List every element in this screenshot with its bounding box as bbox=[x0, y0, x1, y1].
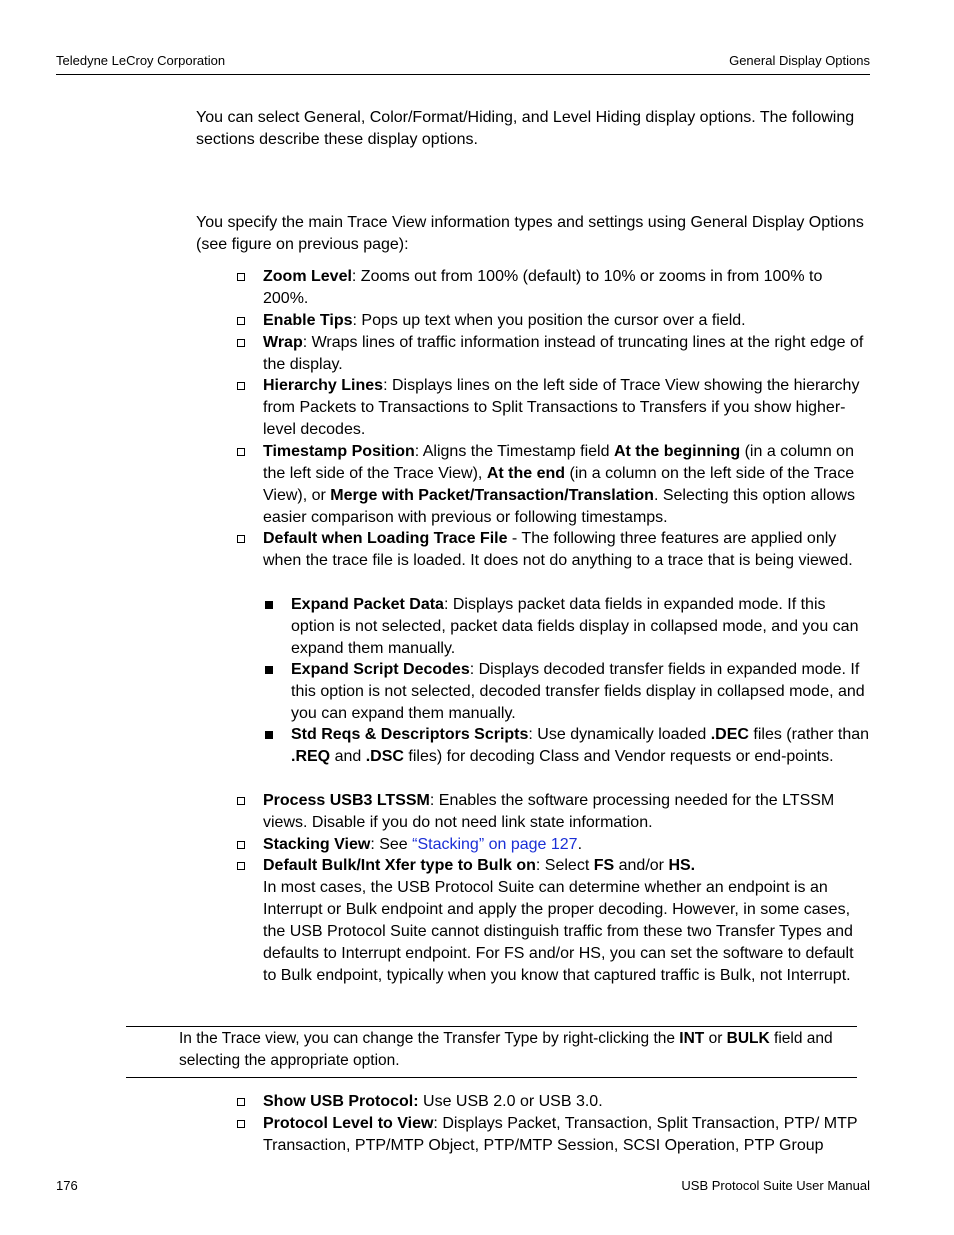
checkbox-bullet-icon bbox=[237, 273, 245, 281]
general-options-paragraph: You specify the main Trace View information types and settings using General Display Options (see figure on previous page): bbox=[196, 214, 864, 253]
page-number: 176 bbox=[56, 1178, 78, 1193]
checkbox-bullet-icon bbox=[237, 448, 245, 456]
header-rule bbox=[56, 74, 870, 75]
square-bullet-icon bbox=[265, 731, 273, 739]
list-item-protocol-level: Protocol Level to View: Displays Packet, Transaction, Split Transaction, PTP/ MTP Transaction, PTP/MTP Object, PTP/MTP Session, SCSI Operation, PTP Group bbox=[263, 1115, 858, 1154]
list-item-enable-tips: Enable Tips: Pops up text when you position the cursor over a field. bbox=[263, 312, 746, 329]
stacking-page-link[interactable]: “Stacking” on page 127 bbox=[412, 836, 578, 853]
checkbox-bullet-icon bbox=[237, 797, 245, 805]
list-item-process-ltssm: Process USB3 LTSSM: Enables the software processing needed for the LTSSM views. Disable if you do not need link state information. bbox=[263, 792, 835, 831]
note-top-rule bbox=[126, 1026, 857, 1027]
sub-item-expand-packet-data: Expand Packet Data: Displays packet data fields in expanded mode. If this option is not selected, packet data fields display in collapsed mode, and you can expand them manually. bbox=[291, 596, 859, 657]
sub-item-expand-script-decodes: Expand Script Decodes: Displays decoded transfer fields in expanded mode. If this option is not selected, decoded transfer fields display in collapsed mode, and you can expand them manually. bbox=[291, 661, 865, 722]
checkbox-bullet-icon bbox=[237, 841, 245, 849]
checkbox-bullet-icon bbox=[237, 1120, 245, 1128]
running-footer: USB Protocol Suite User Manual bbox=[681, 1178, 870, 1193]
bulk-explanation: In most cases, the USB Protocol Suite can determine whether an endpoint is an Interrupt or Bulk endpoint and apply the proper decoding. However, in some cases, the USB Protocol Suite cannot distinguish traffic from these two Transfer Types and defaults to Interrupt endpoint. For FS and/or HS, you can set the software to default to Bulk endpoint, typically when you know that captured traffic is Bulk, not Interrupt. bbox=[263, 879, 854, 984]
note-bottom-rule bbox=[126, 1077, 857, 1078]
list-item-zoom-level: Zoom Level: Zooms out from 100% (default) to 10% or zooms in from 100% to 200%. bbox=[263, 268, 823, 307]
checkbox-bullet-icon bbox=[237, 1098, 245, 1106]
intro-paragraph: You can select General, Color/Format/Hiding, and Level Hiding display options. The following sections describe these display options. bbox=[196, 109, 855, 148]
list-item-wrap: Wrap: Wraps lines of traffic information instead of truncating lines at the right edge of the display. bbox=[263, 334, 864, 373]
square-bullet-icon bbox=[265, 666, 273, 674]
checkbox-bullet-icon bbox=[237, 339, 245, 347]
list-item-timestamp-position: Timestamp Position: Aligns the Timestamp field At the beginning (in a column on the left side of the Trace View), At the end (in a column on the left side of the Trace View), or Merge with Packet/Transaction/Translation. Selecting this option allows easier comparison with previous or following timestamps. bbox=[263, 443, 855, 526]
running-header-right: General Display Options bbox=[729, 53, 870, 68]
checkbox-bullet-icon bbox=[237, 382, 245, 390]
list-item-show-usb-protocol: Show USB Protocol: Use USB 2.0 or USB 3.0. bbox=[263, 1093, 603, 1110]
list-item-hierarchy-lines: Hierarchy Lines: Displays lines on the left side of Trace View showing the hierarchy from Packets to Transactions to Split Transactions to Transfers if you show higher-level decodes. bbox=[263, 377, 860, 438]
list-item-stacking-view: Stacking View: See “Stacking” on page 127. bbox=[263, 836, 583, 853]
square-bullet-icon bbox=[265, 601, 273, 609]
checkbox-bullet-icon bbox=[237, 317, 245, 325]
checkbox-bullet-icon bbox=[237, 862, 245, 870]
list-item-default-bulk: Default Bulk/Int Xfer type to Bulk on: Select FS and/or HS. In most cases, the USB Protocol Suite can determine whether an endpoint is an Interrupt or Bulk endpoint and apply the proper decoding. However, in some cases, the USB Protocol Suite cannot distinguish traffic from these two Transfer Types and defaults to Interrupt endpoint. For FS and/or HS, you can set the software to default to Bulk endpoint, typically when you know that captured traffic is Bulk, not Interrupt. bbox=[263, 857, 854, 984]
checkbox-bullet-icon bbox=[237, 535, 245, 543]
list-item-default-loading: Default when Loading Trace File - The following three features are applied only when the trace file is loaded. It does not do anything to a trace that is being viewed. bbox=[263, 530, 853, 569]
running-header-left: Teledyne LeCroy Corporation bbox=[56, 53, 226, 68]
note-text: In the Trace view, you can change the Transfer Type by right-clicking the INT or BULK field and selecting the appropriate option. bbox=[179, 1030, 833, 1069]
sub-item-std-reqs-scripts: Std Reqs & Descriptors Scripts: Use dynamically loaded .DEC files (rather than .REQ and .DSC files) for decoding Class and Vendor requests or end-points. bbox=[291, 726, 870, 765]
